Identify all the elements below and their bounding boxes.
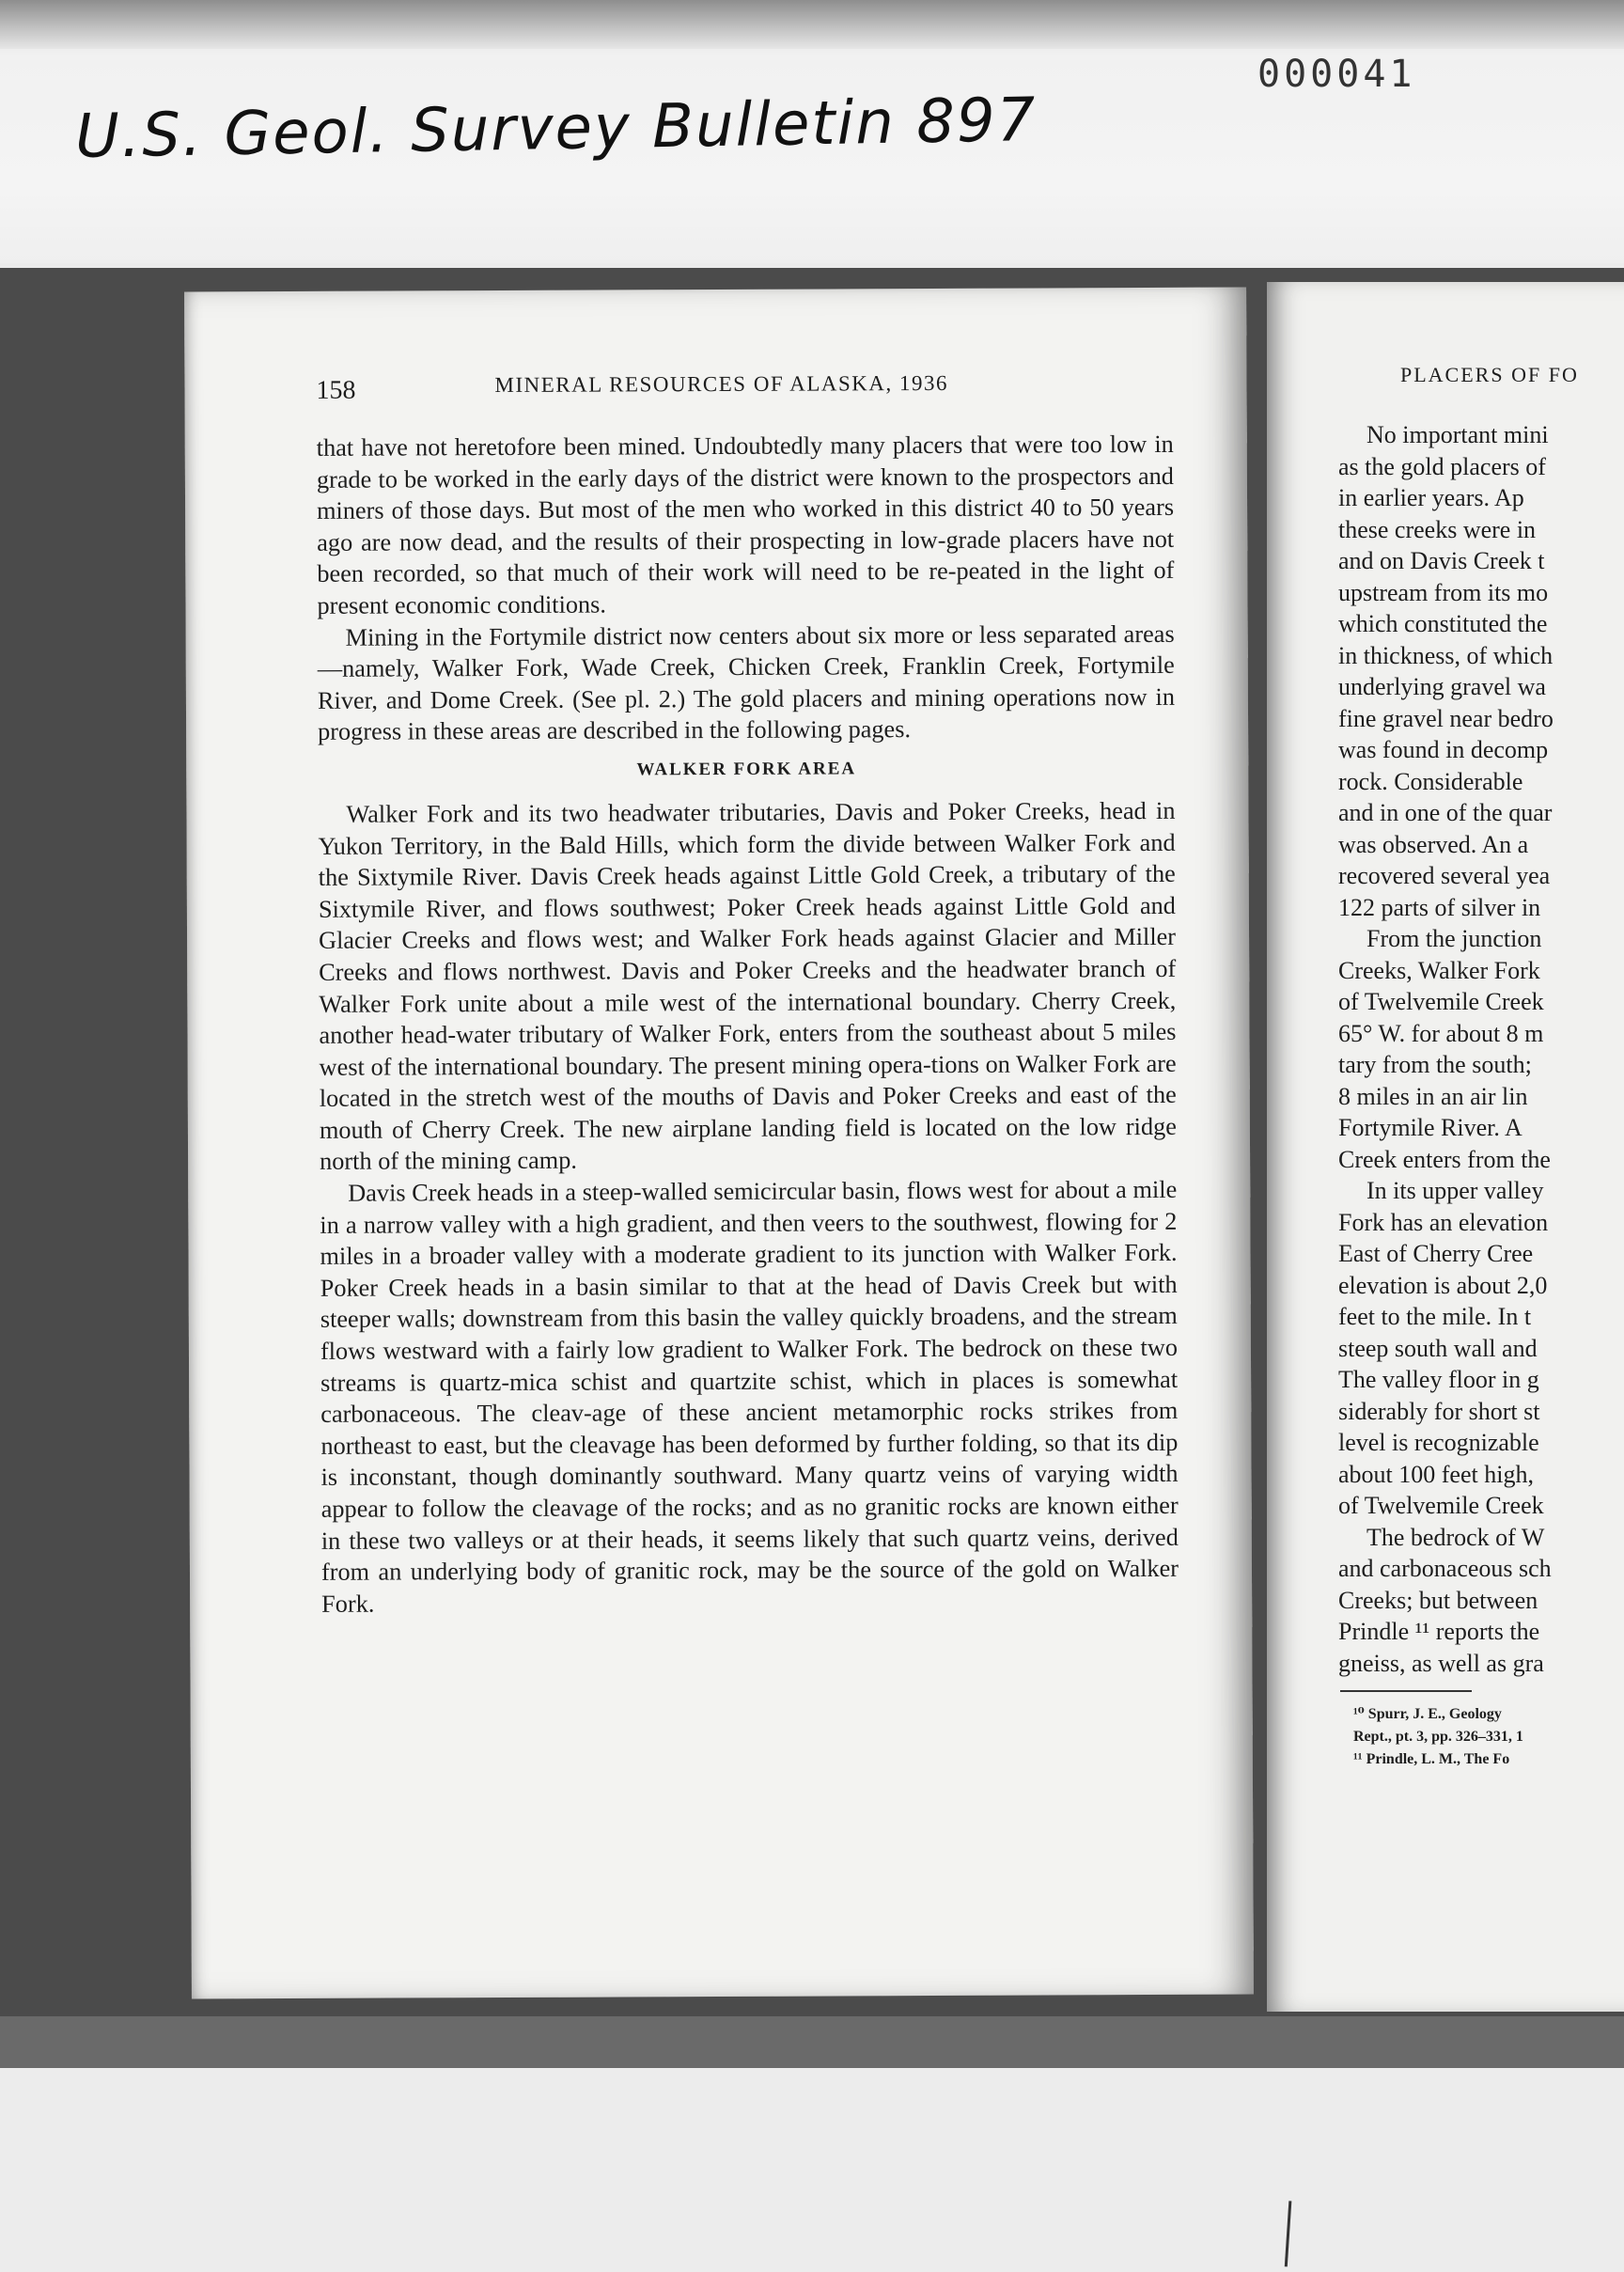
right-page [1267, 282, 1624, 2012]
scan-top-edge [0, 0, 1624, 49]
footnote-line: ¹⁰ Spurr, J. E., Geology [1353, 1706, 1502, 1722]
right-page-line: Fortymile River. A [1338, 1114, 1522, 1141]
right-running-head: PLACERS OF FO [1400, 363, 1579, 386]
right-page-line: in earlier years. Ap [1338, 484, 1524, 511]
right-page-line: Prindle ¹¹ reports the [1338, 1618, 1540, 1645]
handwritten-label: U.S. Geol. Survey Bulletin 897 [74, 86, 1038, 172]
right-page-line: recovered several yea [1338, 862, 1551, 889]
footnote-line: Rept., pt. 3, pp. 326–331, 1 [1353, 1729, 1523, 1745]
right-page-line: East of Cherry Cree [1338, 1240, 1534, 1267]
right-page-line: level is recognizable [1338, 1429, 1539, 1456]
right-page-line: From the junction [1366, 925, 1542, 952]
right-page-line: tary from the south; [1338, 1051, 1532, 1078]
right-page-line: feet to the mile. In t [1338, 1303, 1532, 1330]
right-page-line: in thickness, of which [1338, 641, 1554, 669]
right-page-line: elevation is about 2,0 [1338, 1271, 1548, 1299]
right-page-line: and on Davis Creek t [1338, 547, 1545, 574]
right-page-line: was observed. An a [1338, 830, 1529, 858]
right-page-line: In its upper valley [1366, 1177, 1544, 1204]
right-page-line: fine gravel near bedro [1338, 704, 1554, 732]
right-page-line: steep south wall and [1338, 1334, 1538, 1362]
right-page-line: 122 parts of silver in [1338, 893, 1541, 921]
right-page-line: these creeks were in [1338, 515, 1537, 543]
left-page [184, 288, 1254, 1999]
right-page-line: of Twelvemile Creek [1338, 1492, 1544, 1519]
page-number: 158 [316, 375, 356, 405]
right-page-line: and in one of the quar [1338, 799, 1553, 826]
stamp-number: 000041 [1257, 53, 1416, 96]
footnote-line: ¹¹ Prindle, L. M., The Fo [1353, 1751, 1510, 1767]
right-page-line: which constituted the [1338, 610, 1548, 637]
right-page-line: The bedrock of W [1366, 1523, 1545, 1551]
paragraph-3: Walker Fork and its two headwater tributaries, Davis and Poker Creeks, head in Yukon Territory, in the Bald Hills, which form the divide between Walker Fork and the Sixtymile River. Davis Creek heads against Little Gold Creek, a tributary of the Sixtymile River, and flows southwest; Poker Creek heads against Little Gold and Glacier Creeks and flows west; and Walker Fork heads against Glacier and Miller Creeks and flows northwest. Davis and Poker Creeks and the headwater branch of Walker Fork unite about a mile west of the international boundary. Cherry Creek, another head-water tributary of Walker Fork, enters from the southeast about 5 miles west of the international boundary. The present mining opera-tions on Walker Fork are located in the stretch west of the mouths of Davis and Poker Creeks and east of the mouth of Cherry Creek. The new airplane landing field is located on the low ridge north of the mining camp. [318, 796, 1177, 1176]
scan-background-bottom [0, 2016, 1624, 2068]
footnotes [1353, 1703, 1523, 1771]
right-page-line: Creek enters from the [1338, 1145, 1551, 1173]
right-page-line: as the gold placers of [1338, 452, 1546, 480]
right-page-line: gneiss, as well as gra [1338, 1649, 1544, 1677]
right-page-line: Creeks; but between [1338, 1586, 1538, 1614]
section-heading: WALKER FORK AREA [636, 759, 857, 780]
running-head: MINERAL RESOURCES OF ALASKA, 1936 [494, 370, 949, 398]
paragraph-2: Mining in the Fortymile district now centers about six more or less separated areas—namely, Walker Fork, Wade Creek, Chicken Creek, Franklin Creek, Fortymile River, and Dome Creek. (See pl. 2.) The gold placers and mining operations now in progress in these areas are described in the following pages. [317, 619, 1175, 746]
right-page-line: upstream from its mo [1338, 578, 1549, 606]
right-page-line: The valley floor in g [1338, 1366, 1539, 1393]
footnote-rule [1340, 1690, 1472, 1692]
right-page-line: siderably for short st [1338, 1397, 1540, 1425]
paragraph-1: that have not heretofore been mined. Undoubtedly many placers that were too low in grade to be worked in the early days of the district were known to the prospectors and miners of those days. But most of the men who worked in this district 40 to 50 years ago are now dead, and the results of their prospecting in low-grade placers have not been recorded, so that much of their work will need to be re-peated in the light of present economic conditions. [316, 430, 1175, 619]
right-page-text [1338, 419, 1624, 1679]
right-page-line: was found in decomp [1338, 736, 1549, 763]
right-page-line: underlying gravel wa [1338, 673, 1546, 700]
right-page-line: No important mini [1366, 421, 1549, 448]
right-page-line: and carbonaceous sch [1338, 1555, 1552, 1582]
body-text [317, 429, 1179, 1620]
right-page-line: 8 miles in an air lin [1338, 1082, 1528, 1110]
pencil-mark [1285, 2201, 1292, 2266]
paragraph-4: Davis Creek heads in a steep-walled semicircular basin, flows west for about a mile in a narrow valley with a high gradient, and then veers to the southwest, flowing for 2 miles in a broader valley with a moderate gradient to its junction with Walker Fork. Poker Creek heads in a basin similar to that at the head of Davis Creek but with steeper walls; downstream from this basin the valley quickly broadens, and the stream flows westward with a fairly low gradient to Walker Fork. The bedrock on these two streams is quartz-mica schist and quartzite schist, which in places is somewhat carbonaceous. The cleav-age of these ancient metamorphic rocks strikes from northeast to east, but the cleavage has been deformed by further folding, so that its dip is inconstant, though dominantly southward. Many quartz veins of varying width appear to follow the cleavage of the rocks; and as no granitic rocks are known either in these two valleys or at their heads, it seems likely that such quartz veins, derived from an underlying body of granitic rock, may be the source of the gold on Walker Fork. [320, 1175, 1179, 1618]
right-page-line: Creeks, Walker Fork [1338, 956, 1540, 984]
right-page-line: Fork has an elevation [1338, 1208, 1549, 1236]
right-page-line: of Twelvemile Creek [1338, 988, 1544, 1015]
right-page-line: 65° W. for about 8 m [1338, 1019, 1544, 1047]
right-page-line: rock. Considerable [1338, 767, 1523, 795]
right-page-line: about 100 feet high, [1338, 1460, 1534, 1488]
